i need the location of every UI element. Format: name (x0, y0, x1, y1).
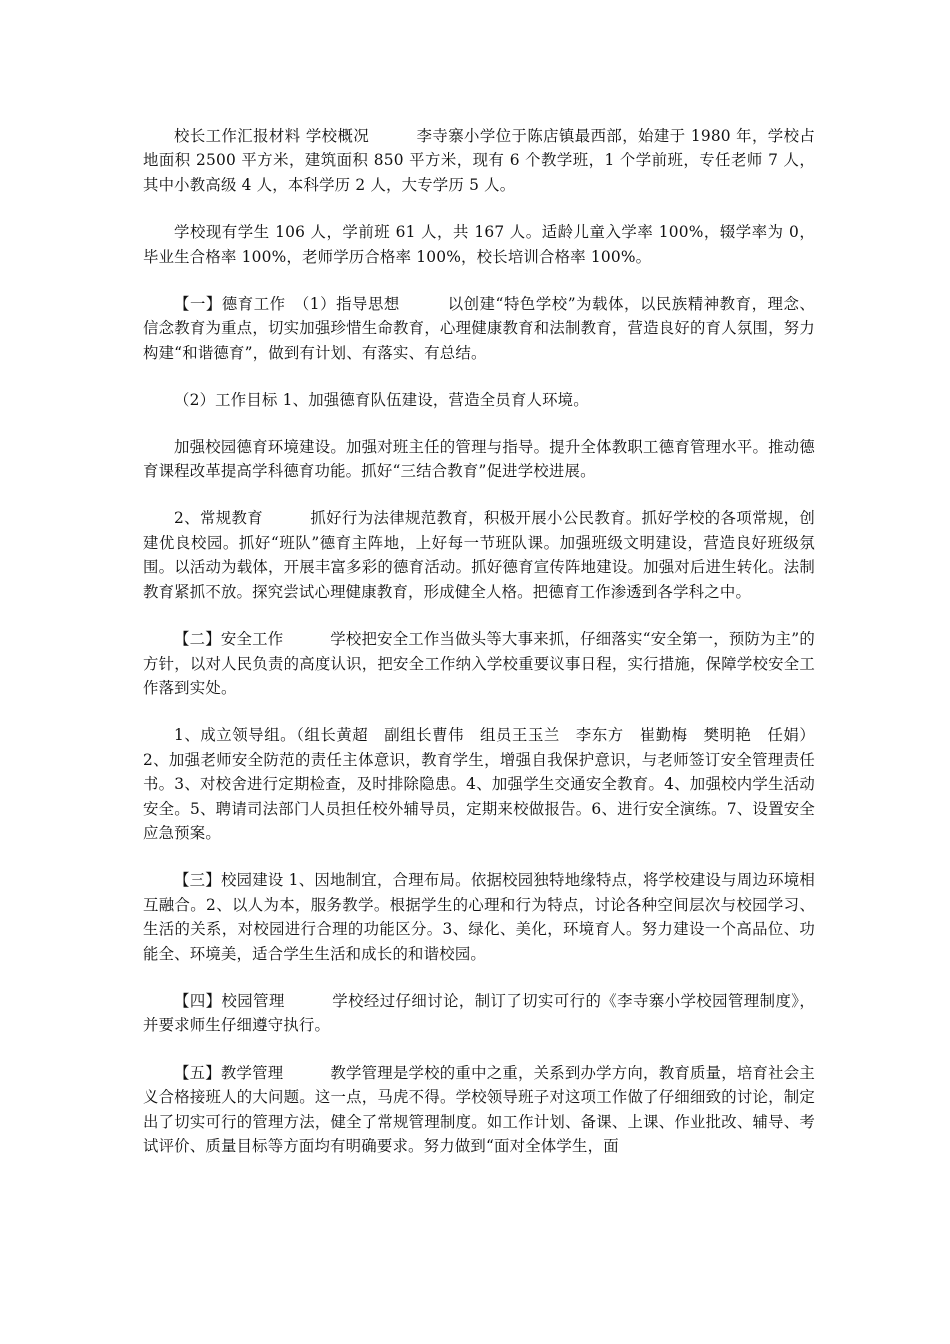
paragraph-moral-education-goal: （2）工作目标 1、加强德育队伍建设，营造全员育人环境。 (174, 391, 589, 410)
paragraph-safety-measures: 1、成立领导组。（组长黄超 副组长曹伟 组员王玉兰 李东方 崔勤梅 樊明艳 任娟）2、加强老师安全防范的责任主体意识，教育学生，增强自我保护意识，与老师签订安全管理责任书。3、对校舍进行定期检查，及时排除隐患。4、加强学生交通安全教育。4、加强校内学生活动安全。5、聘请司法部门人员担任校外辅导员，定期来校做报告。6、进行安全演练。7、设置安全应急预案。 (143, 726, 815, 842)
paragraph-moral-environment: 加强校园德育环境建设。加强对班主任的管理与指导。提升全体教职工德育管理水平。推动德育课程改革提高学科德育功能。抓好“三结合教育”促进学校进展。 (143, 437, 815, 481)
paragraph-campus-construction: 【三】校园建设 1、因地制宜，合理布局。依据校园独特地缘特点，将学校建设与周边环境相互融合。2、以人为本，服务教学。根据学生的心理和行为特点，讨论各种空间层次与校园学习、生活的关系，对校园进行合理的功能区分。3、绿化、美化，环境育人。努力建设一个高品位、功能全、环境美，适合学生生活和成长的和谐校园。 (143, 871, 815, 963)
paragraph-campus-management: 【四】校园管理 学校经过仔细讨论，制订了切实可行的《李寺寨小学校园管理制度》，并要求师生仔细遵守执行。 (143, 991, 815, 1035)
paragraph-student-statistics: 学校现有学生 106 人，学前班 61 人，共 167 人。适龄儿童入学率 100%，辍学率为 0，毕业生合格率 100%，老师学历合格率 100%，校长培训合格率 100%。 (143, 223, 815, 266)
paragraph-moral-education-guiding-idea: 【一】德育工作 （1）指导思想 以创建“特色学校”为载体，以民族精神教育，理念、信念教育为重点，切实加强珍惜生命教育，心理健康教育和法制教育，营造良好的育人氛围，努力构建“和谐德育”，做到有计划、有落实、有总结。 (143, 295, 815, 362)
paragraph-routine-education: 2、常规教育 抓好行为法律规范教育，积极开展小公民教育。抓好学校的各项常规，创建优良校园。抓好“班队”德育主阵地，上好每一节班队课。加强班级文明建设，营造良好班级氛围。以活动为载体，开展丰富多彩的德育活动。抓好德育宣传阵地建设。加强对后进生转化。法制教育紧抓不放。探究尝试心理健康教育，形成健全人格。把德育工作渗透到各学科之中。 (143, 509, 815, 601)
paragraph-teaching-management: 【五】教学管理 教学管理是学校的重中之重，关系到办学方向，教育质量，培育社会主义合格接班人的大问题。这一点，马虎不得。学校领导班子对这项工作做了仔细细致的讨论，制定出了切实可行的管理方法，健全了常规管理制度。如工作计划、备课、上课、作业批改、辅导、考试评价、质量目标等方面均有明确要求。努力做到“面对全体学生，面 (143, 1063, 815, 1155)
document-body (143, 124, 815, 1181)
paragraph-safety-work: 【二】安全工作 学校把安全工作当做头等大事来抓，仔细落实“安全第一，预防为主”的方针，以对人民负责的高度认识，把安全工作纳入学校重要议事日程，实行措施，保障学校安全工作落到实处。 (143, 630, 815, 697)
paragraph-school-overview: 校长工作汇报材料 学校概况 李寺寨小学位于陈店镇最西部，始建于 1980 年，学校占地面积 2500 平方米，建筑面积 850 平方米，现有 6 个教学班，1 个学前班，专任老师 7 人，其中小教高级 4 人，本科学历 2 人，大专学历 5 人。 (143, 127, 815, 194)
